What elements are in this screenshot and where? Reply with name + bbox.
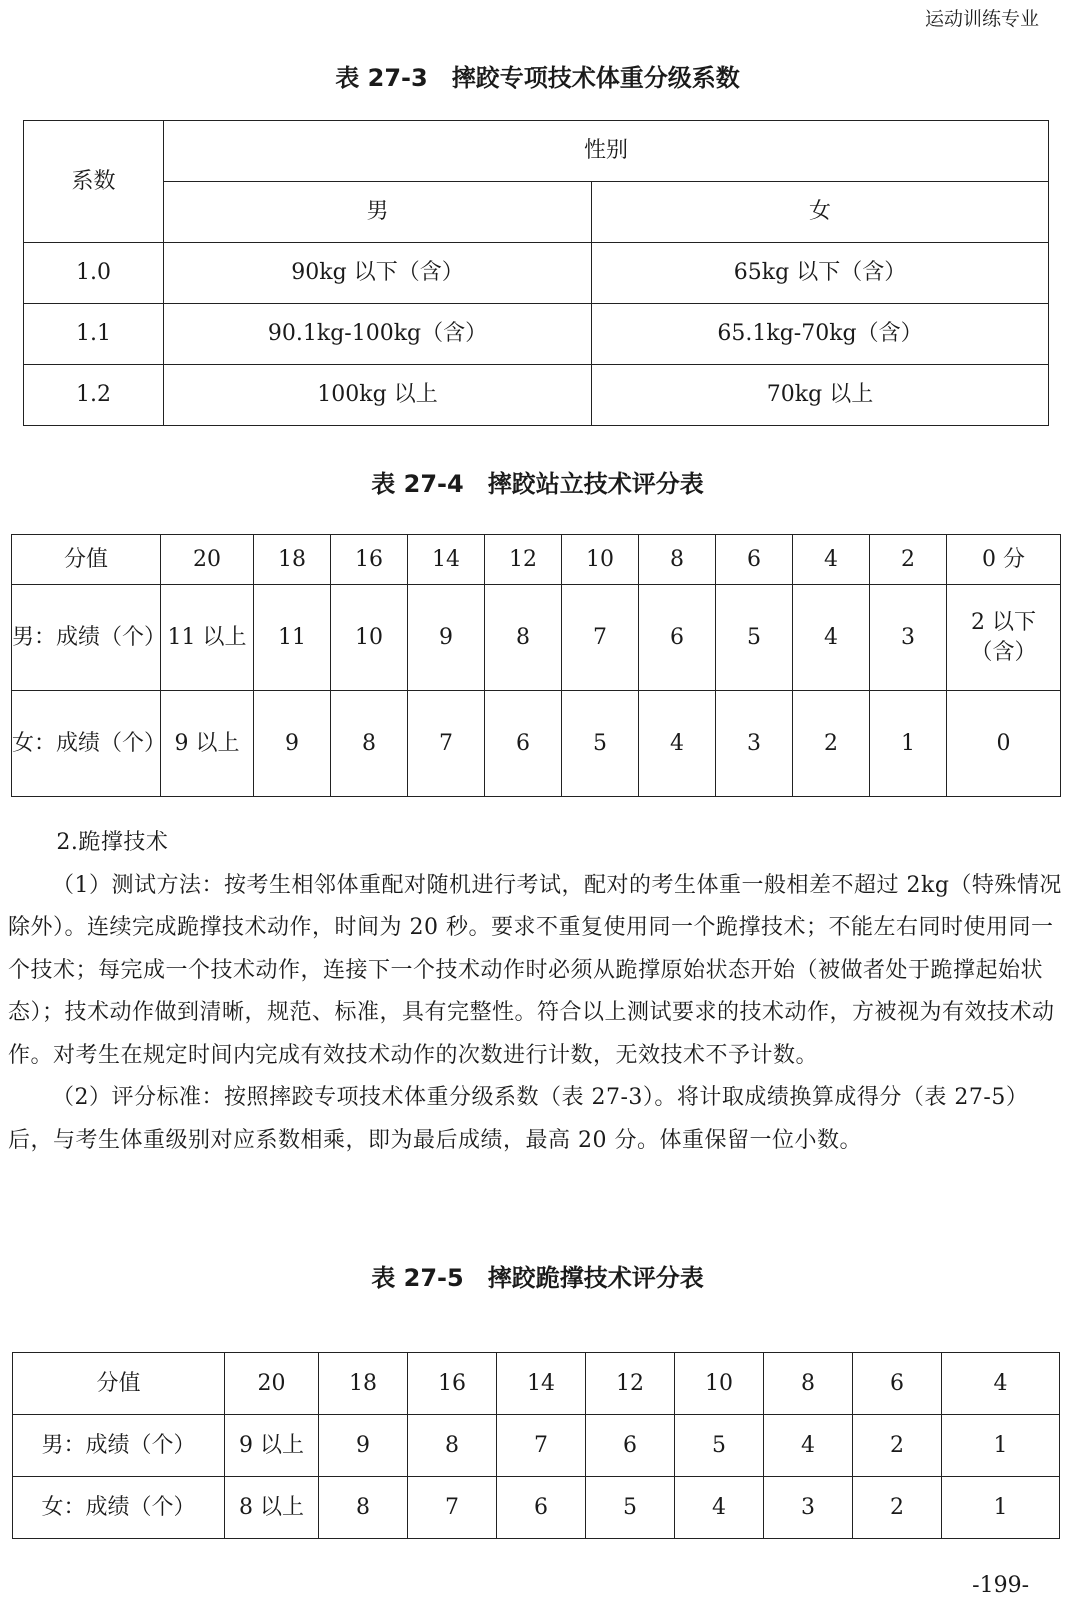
table-cell: 11 以上 [161,585,254,691]
table-cell: 6 [497,1477,586,1539]
table-cell: 9 [254,691,331,797]
table-cell: 8 [485,585,562,691]
paragraph: （1）测试方法：按考生相邻体重配对随机进行考试，配对的考生体重一般相差不超过 2kg（特殊情况除外）。连续完成跪撑技术动作，时间为 20 秒。要求不重复使用同一个跪撑技术；不能左右同时使用同一个技术；每完成一个技术动作，连接下一个技术动作时必须从跪撑原始状态开始（被做者处于跪撑起始状态）；技术动作做到清晰，规范、标准，具有完整性。符合以上测试要求的技术动作，方被视为有效技术动作。对考生在规定时间内完成有效技术动作的次数进行计数，无效技术不予计数。 [8,872,1062,1068]
table-cell: 3 [764,1477,853,1539]
table-cell: 1.2 [24,365,164,426]
table-cell: 65.1kg-70kg（含） [592,304,1049,365]
table-row [13,1415,1060,1477]
coef-header: 系数 [24,121,164,243]
table-cell: 9 [319,1415,408,1477]
table-cell: 分值 [13,1353,225,1415]
table-27-4-caption: 表 27-4 摔跤站立技术评分表 [371,470,704,498]
table-27-5 [12,1352,1060,1539]
table-cell: 0 [947,691,1061,797]
table-cell: 8 [408,1415,497,1477]
table-cell: 5 [586,1477,675,1539]
table-cell: 男：成绩（个） [13,1415,225,1477]
table-cell: 100kg 以上 [164,365,592,426]
table-27-3 [23,120,1049,426]
table-cell: 1.1 [24,304,164,365]
table-cell: 12 [586,1353,675,1415]
section-title: 2.跪撑技术 [56,830,169,855]
table-cell: 1 [942,1477,1060,1539]
table-cell: 4 [793,535,870,585]
table-cell: 2 [853,1477,942,1539]
table-cell: 2 [793,691,870,797]
table-cell: 65kg 以下（含） [592,243,1049,304]
table-cell: 4 [942,1353,1060,1415]
table-row [12,691,1061,797]
table-cell: 20 [225,1353,319,1415]
table-cell: 8 [639,535,716,585]
table-27-4 [11,534,1061,797]
table-cell: 18 [254,535,331,585]
table-cell: 6 [485,691,562,797]
table-cell: 12 [485,535,562,585]
paragraph: （2）评分标准：按照摔跤专项技术体重分级系数（表 27-3）。将计取成绩换算成得分（表 27-5）后，与考生体重级别对应系数相乘，即为最后成绩，最高 20 分。体重保留一位小数。 [8,1085,1029,1153]
table-cell: 90kg 以下（含） [164,243,592,304]
table-cell: 2 以下（含） [947,585,1061,691]
table-cell: 4 [764,1415,853,1477]
table-cell: 女：成绩（个） [13,1477,225,1539]
table-cell: 6 [639,585,716,691]
table-cell: 7 [408,1477,497,1539]
table-cell: 90.1kg-100kg（含） [164,304,592,365]
table-row [24,304,1049,365]
table-cell: 4 [793,585,870,691]
table-cell: 70kg 以上 [592,365,1049,426]
table-cell: 9 [408,585,485,691]
table-cell: 6 [586,1415,675,1477]
table-cell: 6 [716,535,793,585]
table-cell: 10 [675,1353,764,1415]
table-cell: 男：成绩（个） [12,585,161,691]
table-header-row [13,1353,1060,1415]
table-cell: 0 分 [947,535,1061,585]
table-27-3-caption: 表 27-3 摔跤专项技术体重分级系数 [335,64,740,92]
table-cell: 10 [562,535,639,585]
table-cell: 5 [675,1415,764,1477]
table-cell: 7 [562,585,639,691]
male-header: 男 [164,182,592,243]
body-text [8,822,1068,1162]
table-cell: 16 [408,1353,497,1415]
table-cell: 9 以上 [225,1415,319,1477]
page-number: -199- [972,1573,1029,1598]
table-cell: 6 [853,1353,942,1415]
table-cell: 女：成绩（个） [12,691,161,797]
female-header: 女 [592,182,1049,243]
table-cell: 分值 [12,535,161,585]
table-cell: 1 [870,691,947,797]
table-header-row [12,535,1061,585]
table-cell: 2 [853,1415,942,1477]
table-cell: 7 [497,1415,586,1477]
table-cell: 11 [254,585,331,691]
table-cell: 14 [497,1353,586,1415]
running-header: 运动训练专业 [924,8,1039,30]
table-cell: 1.0 [24,243,164,304]
table-cell: 16 [331,535,408,585]
table-cell: 2 [870,535,947,585]
table-cell: 18 [319,1353,408,1415]
table-cell: 4 [639,691,716,797]
table-cell: 3 [716,691,793,797]
table-cell: 7 [408,691,485,797]
table-cell: 8 [764,1353,853,1415]
gender-header: 性别 [164,121,1049,182]
table-cell: 10 [331,585,408,691]
table-cell: 20 [161,535,254,585]
table-row [24,365,1049,426]
table-cell: 5 [716,585,793,691]
table-cell: 3 [870,585,947,691]
table-cell: 9 以上 [161,691,254,797]
table-row [24,243,1049,304]
table-cell: 8 [319,1477,408,1539]
table-cell: 5 [562,691,639,797]
table-cell: 14 [408,535,485,585]
table-cell: 1 [942,1415,1060,1477]
table-row [12,585,1061,691]
table-cell: 8 以上 [225,1477,319,1539]
table-cell: 4 [675,1477,764,1539]
table-27-5-caption: 表 27-5 摔跤跪撑技术评分表 [371,1264,704,1292]
table-row [13,1477,1060,1539]
table-cell: 8 [331,691,408,797]
